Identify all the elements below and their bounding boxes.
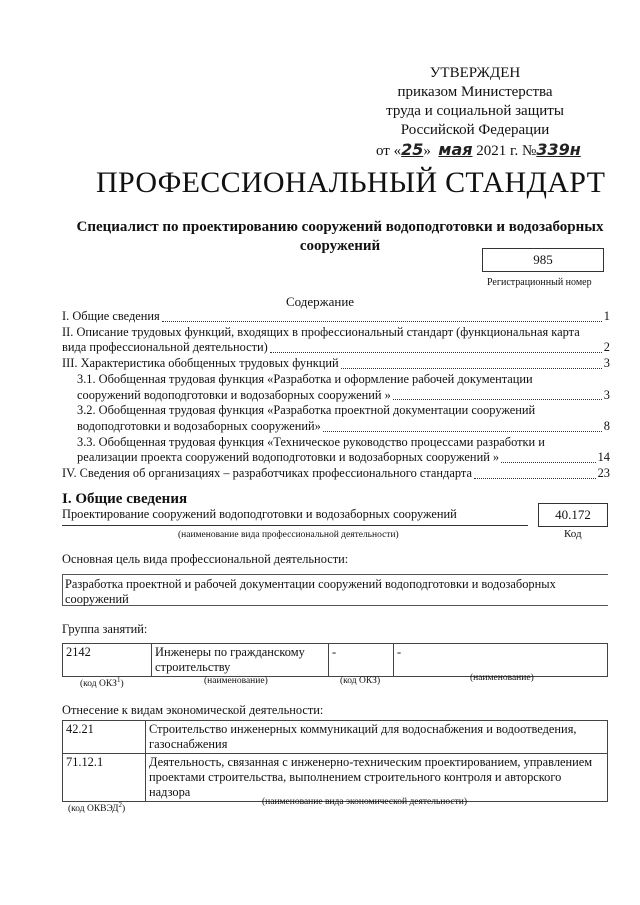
okved-code-caption: (код ОКВЭД$^2$)	[68, 801, 126, 815]
registration-label: Регистрационный номер	[487, 277, 592, 288]
toc-item-4[interactable]: IV. Сведения об организациях – разработчиках профессионального стандарта 23	[62, 466, 610, 481]
okz-code-2: -	[329, 644, 394, 677]
approval-line2: приказом Министерства	[397, 84, 553, 100]
order-number: 339н	[536, 140, 581, 159]
approval-line4: Российской Федерации	[400, 122, 550, 138]
okz-code-1: 2142	[63, 644, 152, 677]
prof-activity-code: 40.172	[538, 503, 608, 527]
okved-name-caption: (наименование вида экономической деятельности)	[262, 797, 467, 807]
page-subtitle: Специалист по проектированию сооружений водоподготовки и водозаборных сооружений	[76, 219, 604, 254]
date-month: мая	[438, 140, 473, 159]
approval-line1: УТВЕРЖДЕН	[429, 65, 521, 81]
toc-item-2-line1[interactable]: II. Описание трудовых функций, входящих в профессиональный стандарт (функциональная карта	[62, 324, 580, 339]
date-day: 25	[401, 140, 424, 159]
code-caption: Код	[564, 528, 582, 540]
group-label: Группа занятий:	[62, 622, 148, 636]
toc-item-3[interactable]: III. Характеристика обобщенных трудовых функций 3	[62, 356, 610, 371]
date-year: 2021 г. №	[476, 143, 537, 159]
toc-title: Содержание	[285, 294, 355, 309]
goal-text: Разработка проектной и рабочей документации сооружений водоподготовки и водозаборных сооружений	[62, 574, 608, 606]
okz-name-caption: (наименование)	[204, 676, 268, 686]
page-title: ПРОФЕССИОНАЛЬНЫЙ СТАНДАРТ	[96, 166, 606, 199]
table-row	[63, 644, 608, 677]
prof-activity-caption: (наименование вида профессиональной деятельности)	[178, 530, 399, 540]
okz-code-caption-2: (код ОКЗ)	[340, 676, 381, 686]
okz-name-2: -	[394, 644, 608, 677]
toc-item-3-3[interactable]: реализации проекта сооружений водоподготовки и водозаборных сооружений » 14	[77, 450, 610, 465]
approval-date	[376, 140, 590, 161]
approval-line3: труда и социальной защиты	[386, 103, 564, 119]
toc-item-3-3-line1[interactable]: 3.3. Обобщенная трудовая функция «Техническое руководство процессами разработки и	[77, 434, 545, 449]
econ-activity-table	[62, 720, 608, 802]
okz-code-caption: (код ОКЗ$^1$)	[80, 676, 124, 690]
toc-item-3-1-line1[interactable]: 3.1. Обобщенная трудовая функция «Разработка и оформление рабочей документации	[77, 371, 533, 386]
table-of-contents	[62, 309, 610, 482]
toc-item-3-2-line1[interactable]: 3.2. Обобщенная трудовая функция «Разработка проектной документации сооружений	[77, 403, 536, 418]
date-prefix: от «	[376, 143, 402, 159]
toc-item-3-2[interactable]: водоподготовки и водозаборных сооружений» 8	[77, 418, 610, 433]
table-row	[63, 721, 608, 754]
okved-code-2: 71.12.1	[63, 754, 146, 802]
occupation-group-table	[62, 643, 608, 677]
toc-item-3-1[interactable]: сооружений водоподготовки и водозаборных сооружений » 3	[77, 387, 610, 402]
goal-label: Основная цель вида профессиональной деятельности:	[62, 552, 349, 566]
table-row	[63, 754, 608, 802]
okved-code-1: 42.21	[63, 721, 146, 754]
registration-number: 985	[482, 248, 604, 272]
approval-block	[360, 64, 590, 161]
okved-name-2: Деятельность, связанная с инженерно-техническим проектированием, управлением проектами строительства, выполнением строительного контроля и авторского надзора	[146, 754, 608, 802]
econ-label: Отнесение к видам экономической деятельности:	[62, 703, 324, 717]
section-1-heading: I. Общие сведения	[62, 491, 188, 507]
prof-activity-name: Проектирование сооружений водоподготовки и водозаборных сооружений	[62, 507, 528, 526]
toc-item-2[interactable]: вида профессиональной деятельности) 2	[62, 340, 610, 355]
date-mid: »	[423, 143, 431, 159]
okz-name-1: Инженеры по гражданскому строительству	[152, 644, 329, 677]
okved-name-1: Строительство инженерных коммуникаций для водоснабжения и водоотведения, газоснабжения	[146, 721, 608, 754]
toc-item-1[interactable]: I. Общие сведения 1	[62, 309, 610, 323]
okz-name-caption-2: (наименование)	[470, 673, 534, 683]
